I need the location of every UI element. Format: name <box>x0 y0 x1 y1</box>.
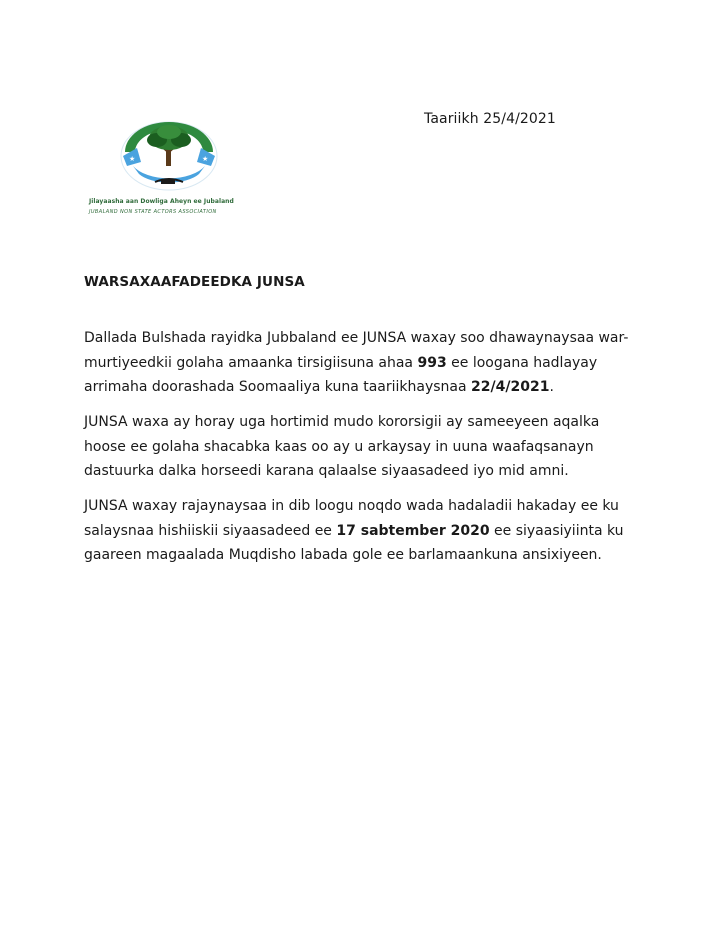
paragraph-1 <box>84 326 644 400</box>
logo-tagline-english: JUBALAND NON STATE ACTORS ASSOCIATION <box>89 209 217 215</box>
paragraph-3-line-1: JUNSA waxay rajaynaysaa in dib loogu noqdo wada hadaladii hakaday ee ku <box>84 498 619 514</box>
svg-text:JUNSA: JUNSA <box>154 168 184 176</box>
svg-text:★: ★ <box>129 155 136 163</box>
paragraph-1-line-1: Dallada Bulshada rayidka Jubbaland ee JUNSA waxay soo dhawaynaysaa war- <box>84 330 629 346</box>
logo-tagline-somali: Jilayaasha aan Dowliga Aheyn ee Jubaland <box>89 198 234 205</box>
paragraph-3-line-2-text: salaysnaa hishiiskii siyaasadeed ee <box>84 522 337 539</box>
document-heading: WARSAXAAFADEEDKA JUNSA <box>84 274 305 290</box>
paragraph-1-line-2-end: ee loogana hadlayay <box>446 354 598 371</box>
junsa-logo <box>84 116 264 220</box>
paragraph-2-line-1: JUNSA waxa ay horay uga hortimid mudo kororsigii ay sameeyeen aqalka <box>84 414 600 430</box>
resolution-number: 993 <box>417 354 447 371</box>
agreement-date: 17 sabtember 2020 <box>336 522 490 539</box>
paragraph-1-line-2 <box>84 351 644 376</box>
paragraph-2 <box>84 410 644 484</box>
paragraph-3-line-3: gaareen magaalada Muqdisho labada gole ee barlamaankuna ansixiyeen. <box>84 547 602 563</box>
svg-text:★: ★ <box>202 155 209 163</box>
junsa-emblem-icon <box>117 118 221 196</box>
paragraph-1-line-3-end: . <box>549 379 554 395</box>
paragraph-1-line-3 <box>84 375 644 400</box>
paragraph-2-line-2: hoose ee golaha shacabka kaas oo ay u arkaysay in uuna waafaqsanayn <box>84 438 594 455</box>
document-date: Taariikh 25/4/2021 <box>424 111 556 127</box>
paragraph-3-line-2-end: ee siyaasiyiinta ku <box>489 522 624 539</box>
paragraph-3-line-2 <box>84 519 644 544</box>
paragraph-1-line-3-text: arrimaha doorashada Soomaaliya kuna taariikhaysnaa <box>84 379 472 395</box>
resolution-date: 22/4/2021 <box>471 379 550 395</box>
paragraph-3 <box>84 494 644 568</box>
paragraph-2-line-3: dastuurka dalka horseedi karana qalaalse siyaasadeed iyo mid amni. <box>84 463 569 479</box>
paragraph-1-line-2-text: murtiyeedkii golaha amaanka tirsigiisuna ahaa <box>84 354 418 371</box>
